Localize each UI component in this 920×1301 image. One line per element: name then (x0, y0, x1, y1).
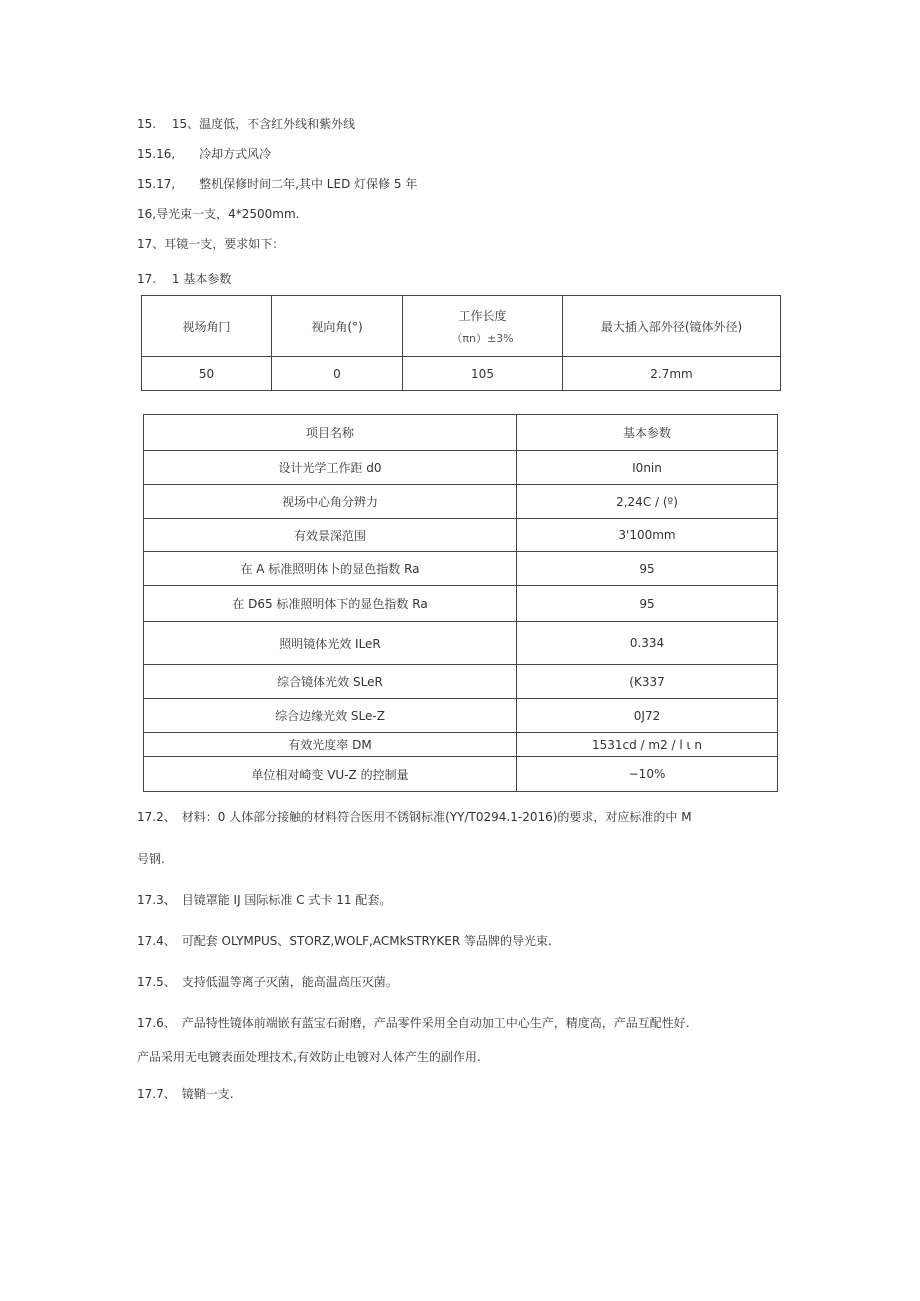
table-cell: 95 (517, 552, 778, 586)
table-header-row (142, 296, 781, 357)
table-cell: 在 D65 标准照明体下的显色指数 Ra (144, 586, 517, 622)
table-cell: 有效光度率 DM (144, 733, 517, 757)
table-cell: 0J72 (517, 699, 778, 733)
text-line-17-5: 17.5、 支持低温等离子灭菌，能高温高压灭菌。 (137, 975, 398, 989)
table-row (144, 699, 778, 733)
basic-params-table (141, 295, 781, 391)
table-cell: 综合边缘光效 SLe-Z (144, 699, 517, 733)
table-cell: 1531cd / m2 / l ι n (517, 733, 778, 757)
table-header-sublabel: （πn）±3% (451, 331, 514, 345)
table-row (144, 665, 778, 699)
table-row (142, 357, 781, 391)
table-row (144, 519, 778, 552)
table-cell: 0.334 (517, 622, 778, 665)
text-line-17: 17、耳镜一支，要求如下： (137, 237, 285, 251)
text-line-17-6: 17.6、 产品特性镜体前端嵌有蓝宝石耐磨，产品零件采用全自动加工中心生产，精度高，产品互配性好. (137, 1016, 690, 1030)
table-cell: 3'100mm (517, 519, 778, 552)
table-header-cell (403, 296, 563, 357)
text-line-17-6-cont: 产品采用无电镀表面处理技术,有效防止电镀对人体产生的副作用. (137, 1050, 481, 1064)
table-header-row (144, 415, 778, 451)
table-cell: 单位相对崎变 VU-Z 的控制量 (144, 757, 517, 792)
table-row (144, 451, 778, 485)
text-line-17-4: 17.4、 可配套 OLYMPUS、STORZ,WOLF,ACMkSTRYKER 等品牌的导光束. (137, 934, 552, 948)
text-line-16: 16,导光束一支，4*2500mm. (137, 207, 300, 221)
text-line-17-2-cont: 号钢. (137, 852, 165, 866)
params-detail-table (143, 414, 778, 792)
table-cell: 105 (403, 357, 563, 391)
table-cell: 有效景深范围 (144, 519, 517, 552)
table-row (144, 622, 778, 665)
table-header-cell: 视场角冂 (142, 296, 272, 357)
table-cell: 2,24C / (º) (517, 485, 778, 519)
table-row (144, 552, 778, 586)
table-cell: 综合镜体光效 SLeR (144, 665, 517, 699)
text-line-15-15: 15. 15、温度低，不含红外线和紫外线 (137, 117, 356, 131)
text-line-17-7: 17.7、 镜鞘一支. (137, 1087, 234, 1101)
text-line-15-16: 15.16, 冷却方式风冷 (137, 147, 272, 161)
table-cell: I0nin (517, 451, 778, 485)
table-cell: 照明镜体光效 ILeR (144, 622, 517, 665)
table-row (144, 586, 778, 622)
text-line-17-2: 17.2、 材料：0 人体部分接触的材料符合医用不锈钢标准(YY/T0294.1-2016)的要求，对应标准的中 M (137, 810, 692, 824)
table-header-cell: 视向角(°) (272, 296, 403, 357)
table-row (144, 485, 778, 519)
table-header-label: 工作长度 (458, 308, 507, 323)
table-cell: −10% (517, 757, 778, 792)
table-cell: 2.7mm (563, 357, 781, 391)
table-header-cell: 最大插入部外径(镜体外径) (563, 296, 781, 357)
table-header-cell: 基本参数 (517, 415, 778, 451)
table-row (144, 733, 778, 757)
table-cell: 95 (517, 586, 778, 622)
text-line-17-3: 17.3、 目镜罩能 IJ 国际标准 C 式卡 11 配套。 (137, 893, 392, 907)
table-cell: 50 (142, 357, 272, 391)
table-row (144, 757, 778, 792)
text-line-15-17: 15.17, 整机保修时间二年,其中 LED 灯保修 5 年 (137, 177, 418, 191)
table-cell: 在 A 标准照明体卜的显色指数 Ra (144, 552, 517, 586)
table-cell: 0 (272, 357, 403, 391)
table-header-cell: 项目名称 (144, 415, 517, 451)
text-line-17-1: 17. 1 基本参数 (137, 272, 232, 286)
table-cell: (K337 (517, 665, 778, 699)
table-cell: 视场中心角分辨力 (144, 485, 517, 519)
table-cell: 设计光学工作距 d0 (144, 451, 517, 485)
